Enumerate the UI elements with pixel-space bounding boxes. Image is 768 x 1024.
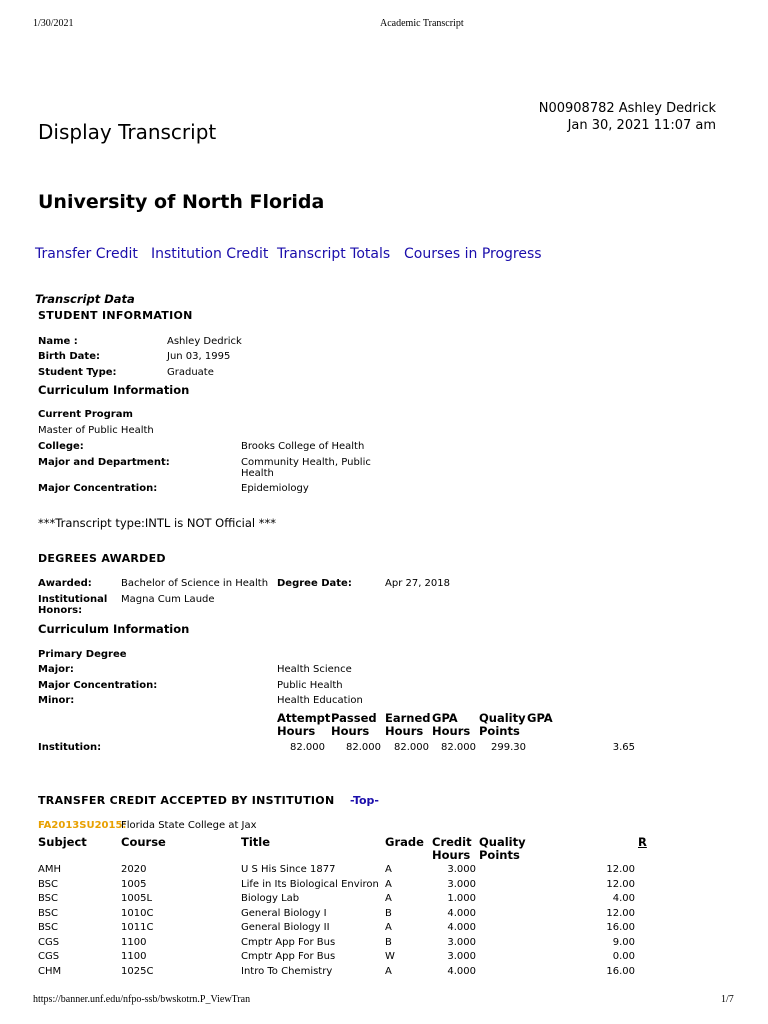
birth-date-label: Birth Date:	[38, 351, 100, 362]
cell-quality-points: 16.00	[606, 922, 635, 933]
col-quality-points-transfer: Quality Points	[479, 835, 526, 862]
cell-credit-hours: 4.000	[447, 965, 476, 977]
col-course: Course	[121, 835, 166, 849]
cell-grade: A	[385, 864, 392, 875]
curriculum-heading: Curriculum Information	[38, 383, 190, 397]
cell-course: 1025C	[121, 965, 154, 977]
honors-value: Magna Cum Laude	[121, 594, 215, 605]
cell-quality-points: 16.00	[606, 965, 635, 977]
cell-title: Life in Its Biological Environ	[241, 878, 379, 890]
cell-course: 1100	[121, 936, 147, 948]
degree-date-value: Apr 27, 2018	[385, 578, 451, 589]
cell-course: 1011C	[121, 922, 154, 933]
cell-course: 1010C	[121, 907, 154, 919]
cell-quality-points: 0.00	[612, 951, 635, 962]
degree-curriculum-heading: Curriculum Information	[38, 622, 190, 636]
cell-subject: BSC	[38, 893, 59, 904]
major-concentration-label: Major Concentration:	[38, 483, 158, 494]
col-passed-hours: Passed Hours	[331, 711, 377, 738]
cell-title: General Biology I	[241, 907, 327, 919]
transfer-school: Florida State College at Jax	[121, 820, 257, 831]
major-concentration-value: Epidemiology	[241, 483, 309, 494]
print-page-number: 1/7	[721, 994, 734, 1005]
degree-minor-value: Health Education	[277, 695, 363, 706]
totals-attempt: 82.000	[290, 742, 325, 753]
col-attempt-hours: Attempt Hours	[277, 711, 331, 738]
cell-subject: AMH	[38, 864, 61, 875]
totals-row-label: Institution:	[38, 742, 102, 753]
current-datetime: Jan 30, 2021 11:07 am	[567, 118, 716, 133]
col-grade: Grade	[385, 835, 424, 849]
cell-title: Cmptr App For Bus	[241, 936, 336, 948]
page-title: Display Transcript	[38, 120, 217, 144]
col-gpa: GPA	[527, 711, 553, 725]
col-r: R	[638, 835, 647, 849]
nav-transcript-totals[interactable]: Transcript Totals	[277, 246, 391, 262]
college-value: Brooks College of Health	[241, 441, 365, 452]
totals-passed: 82.000	[346, 742, 381, 753]
name-value: Ashley Dedrick	[167, 336, 242, 347]
current-program-label: Current Program	[38, 409, 133, 420]
cell-quality-points: 12.00	[606, 907, 635, 919]
cell-grade: A	[385, 922, 392, 933]
cell-credit-hours: 1.000	[447, 893, 476, 904]
college-label: College:	[38, 441, 84, 452]
degree-major-label: Major:	[38, 664, 74, 675]
honors-label-line2: Honors:	[38, 605, 83, 616]
cell-quality-points: 12.00	[606, 864, 635, 875]
awarded-label: Awarded:	[38, 578, 92, 589]
degree-date-label: Degree Date:	[277, 578, 352, 589]
nav-institution-credit[interactable]: Institution Credit	[151, 246, 269, 262]
totals-gpa: 3.65	[612, 742, 635, 753]
cell-quality-points: 12.00	[606, 878, 635, 890]
transcript-data-caption: Transcript Data	[35, 292, 135, 306]
honors-label-line1: Institutional	[38, 594, 108, 605]
print-url: https://banner.unf.edu/nfpo-ssb/bwskotrn.P_ViewTran	[33, 994, 251, 1005]
birth-date-value: Jun 03, 1995	[167, 351, 231, 362]
top-link[interactable]: -Top-	[350, 794, 379, 807]
col-subject: Subject	[38, 835, 87, 849]
cell-course: 1100	[121, 951, 147, 962]
cell-grade: W	[385, 951, 395, 962]
col-credit-hours: Credit Hours	[432, 835, 472, 862]
col-title: Title	[241, 835, 271, 849]
current-program-value: Master of Public Health	[38, 425, 154, 436]
degree-minor-label: Minor:	[38, 695, 75, 706]
cell-title: General Biology II	[241, 922, 330, 933]
cell-subject: CGS	[38, 936, 60, 948]
degree-concentration-value: Public Health	[277, 680, 343, 691]
major-department-label: Major and Department:	[38, 457, 170, 468]
cell-quality-points: 9.00	[612, 936, 635, 948]
nav-transfer-credit[interactable]: Transfer Credit	[35, 246, 138, 262]
cell-credit-hours: 3.000	[447, 878, 476, 890]
totals-earned: 82.000	[394, 742, 429, 753]
cell-title: Biology Lab	[241, 893, 300, 904]
transfer-term: FA2013SU2015:	[38, 820, 127, 831]
cell-grade: B	[385, 936, 392, 948]
cell-grade: A	[385, 893, 392, 904]
cell-credit-hours: 3.000	[447, 936, 476, 948]
student-type-value: Graduate	[167, 367, 214, 378]
col-quality-points: Quality Points	[479, 711, 526, 738]
primary-degree-label: Primary Degree	[38, 649, 127, 660]
major-department-value-line2: Health	[241, 468, 274, 479]
name-label: Name :	[38, 336, 78, 347]
cell-subject: CGS	[38, 951, 60, 962]
print-date: 1/30/2021	[33, 18, 74, 29]
cell-credit-hours: 3.000	[447, 864, 476, 875]
transcript-type-notice: ***Transcript type:INTL is NOT Official ***	[38, 516, 277, 530]
degree-concentration-label: Major Concentration:	[38, 680, 158, 691]
cell-title: Cmptr App For Bus	[241, 951, 336, 962]
cell-grade: B	[385, 907, 392, 919]
degrees-heading: DEGREES AWARDED	[38, 552, 166, 565]
cell-subject: BSC	[38, 878, 59, 890]
print-title: Academic Transcript	[380, 18, 464, 29]
transfer-credit-heading: TRANSFER CREDIT ACCEPTED BY INSTITUTION	[38, 794, 335, 807]
student-info-heading: STUDENT INFORMATION	[38, 309, 193, 322]
cell-credit-hours: 4.000	[447, 922, 476, 933]
institution-name: University of North Florida	[38, 191, 325, 213]
totals-gpa-hours: 82.000	[441, 742, 476, 753]
cell-course: 1005	[121, 878, 147, 890]
cell-title: U S His Since 1877	[241, 864, 336, 875]
cell-subject: BSC	[38, 907, 59, 919]
cell-grade: A	[385, 878, 392, 890]
degree-major-value: Health Science	[277, 664, 352, 675]
major-department-value-line1: Community Health, Public	[241, 457, 371, 468]
student-id-name: N00908782 Ashley Dedrick	[538, 101, 716, 116]
cell-subject: CHM	[38, 965, 62, 977]
cell-credit-hours: 4.000	[447, 907, 476, 919]
col-earned-hours: Earned Hours	[385, 711, 431, 738]
cell-subject: BSC	[38, 922, 59, 933]
totals-quality-points: 299.30	[491, 742, 526, 753]
cell-grade: A	[385, 965, 392, 977]
cell-title: Intro To Chemistry	[241, 965, 333, 977]
col-gpa-hours: GPA Hours	[432, 711, 471, 738]
cell-course: 2020	[121, 864, 147, 875]
awarded-value: Bachelor of Science in Health	[121, 578, 269, 589]
nav-courses-in-progress[interactable]: Courses in Progress	[404, 246, 542, 262]
cell-quality-points: 4.00	[612, 893, 635, 904]
cell-credit-hours: 3.000	[447, 951, 476, 962]
cell-course: 1005L	[121, 893, 153, 904]
student-type-label: Student Type:	[38, 367, 117, 378]
